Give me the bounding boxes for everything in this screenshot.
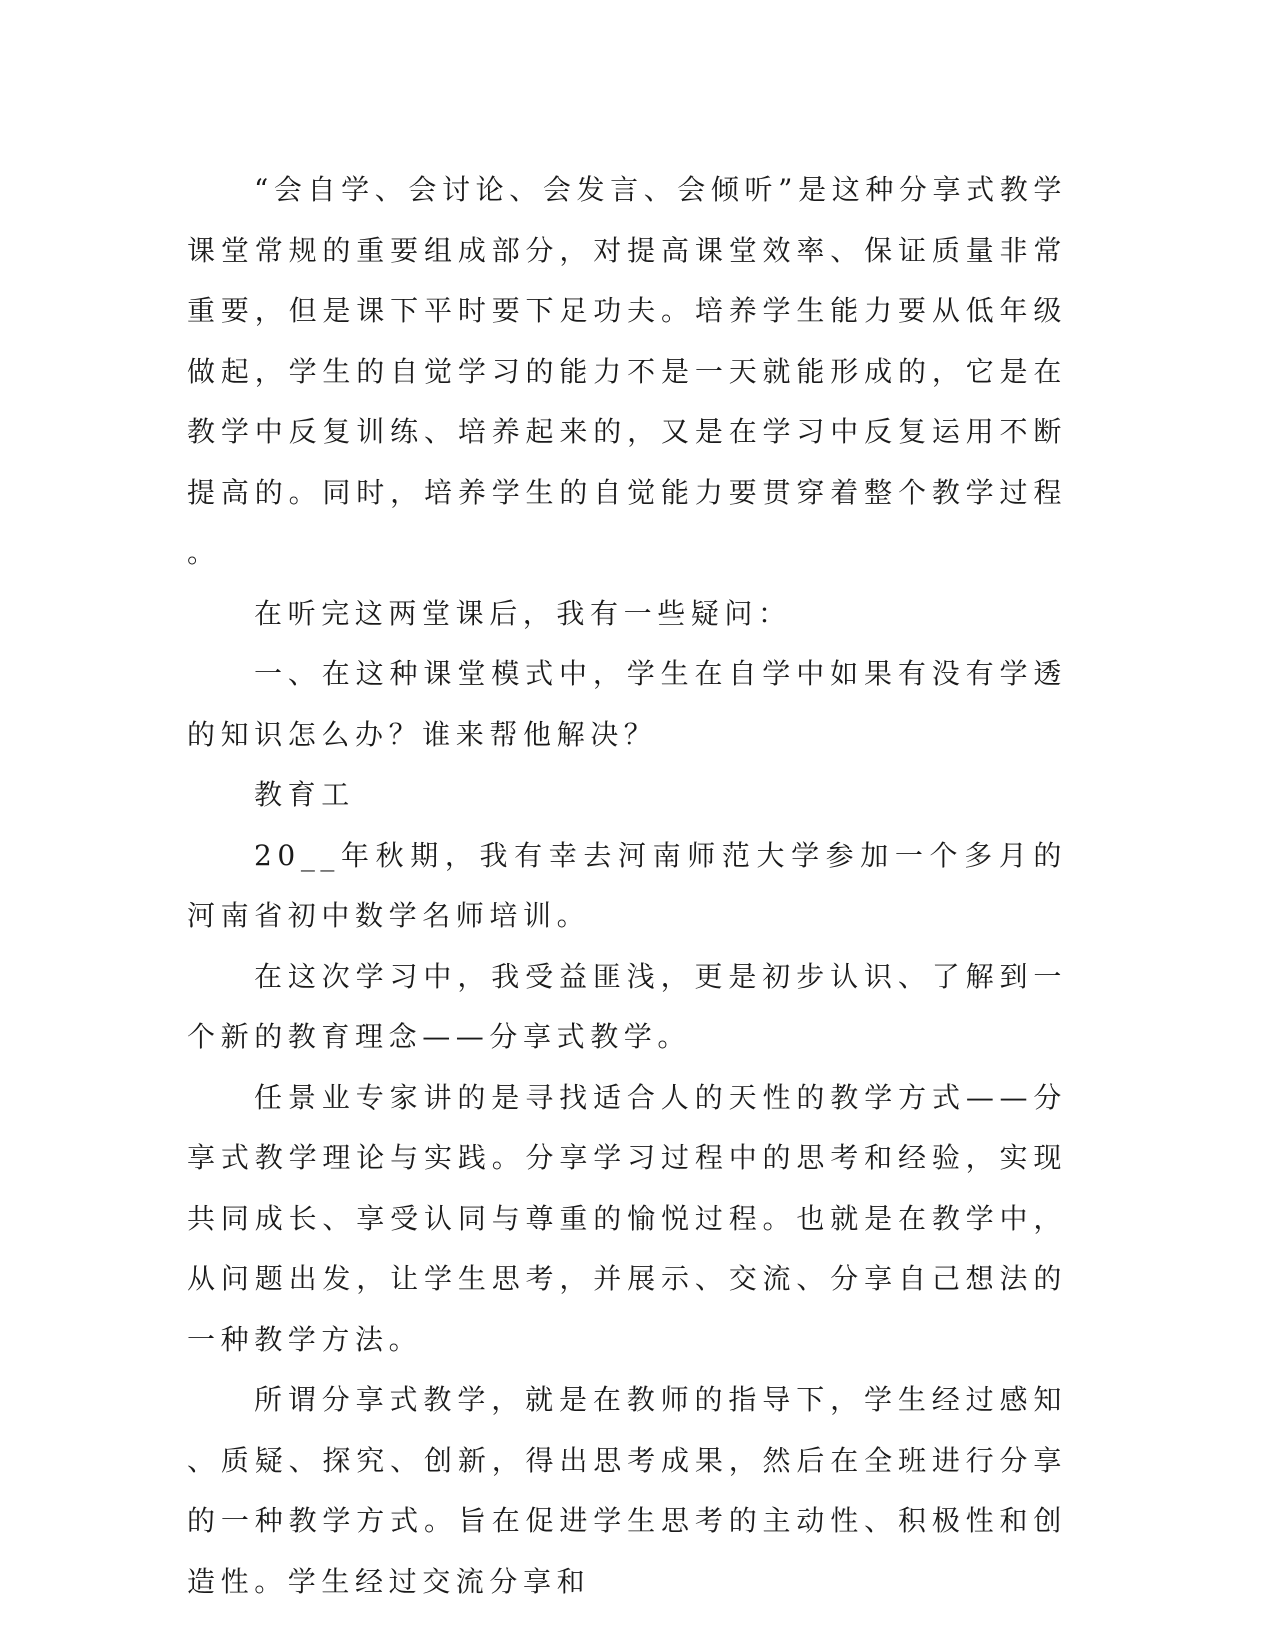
paragraph-definition: 所谓分享式教学，就是在教师的指导下，学生经过感知、质疑、探究、创新，得出思考成果，然后在全班进行分享的一种教学方式。旨在促进学生思考的主动性、积极性和创造性。学生经过交流分享和: [187, 1383, 1067, 1598]
paragraph-new-concept: 在这次学习中，我受益匪浅，更是初步认识、了解到一个新的教育理念——分享式教学。: [187, 959, 1067, 1053]
paragraph-training-intro: 20__年秋期，我有幸去河南师范大学参加一个多月的河南省初中数学名师培训。: [187, 838, 1067, 932]
paragraph-questions-intro: 在听完这两堂课后，我有一些疑问：: [254, 596, 792, 630]
paragraph-section-heading: 教育工: [254, 778, 355, 811]
document-body: [187, 160, 1067, 1612]
paragraph-self-study-habits: “会自学、会讨论、会发言、会倾听”是这种分享式教学课堂常规的重要组成部分，对提高课堂效率、保证质量非常重要，但是课下平时要下足功夫。培养学生能力要从低年级做起，学生的自觉学习的能力不是一天就能形成的，它是在教学中反复训练、培养起来的，又是在学习中反复运用不断提高的。同时，培养学生的自觉能力要贯穿着整个教学过程。: [187, 173, 1067, 569]
paragraph-question-one: 一、在这种课堂模式中，学生在自学中如果有没有学透的知识怎么办？谁来帮他解决？: [187, 657, 1067, 751]
paragraph-expert-lecture: 任景业专家讲的是寻找适合人的天性的教学方式——分享式教学理论与实践。分享学习过程中的思考和经验，实现共同成长、享受认同与尊重的愉悦过程。也就是在教学中，从问题出发，让学生思考，并展示、交流、分享自己想法的一种教学方法。: [187, 1080, 1067, 1356]
